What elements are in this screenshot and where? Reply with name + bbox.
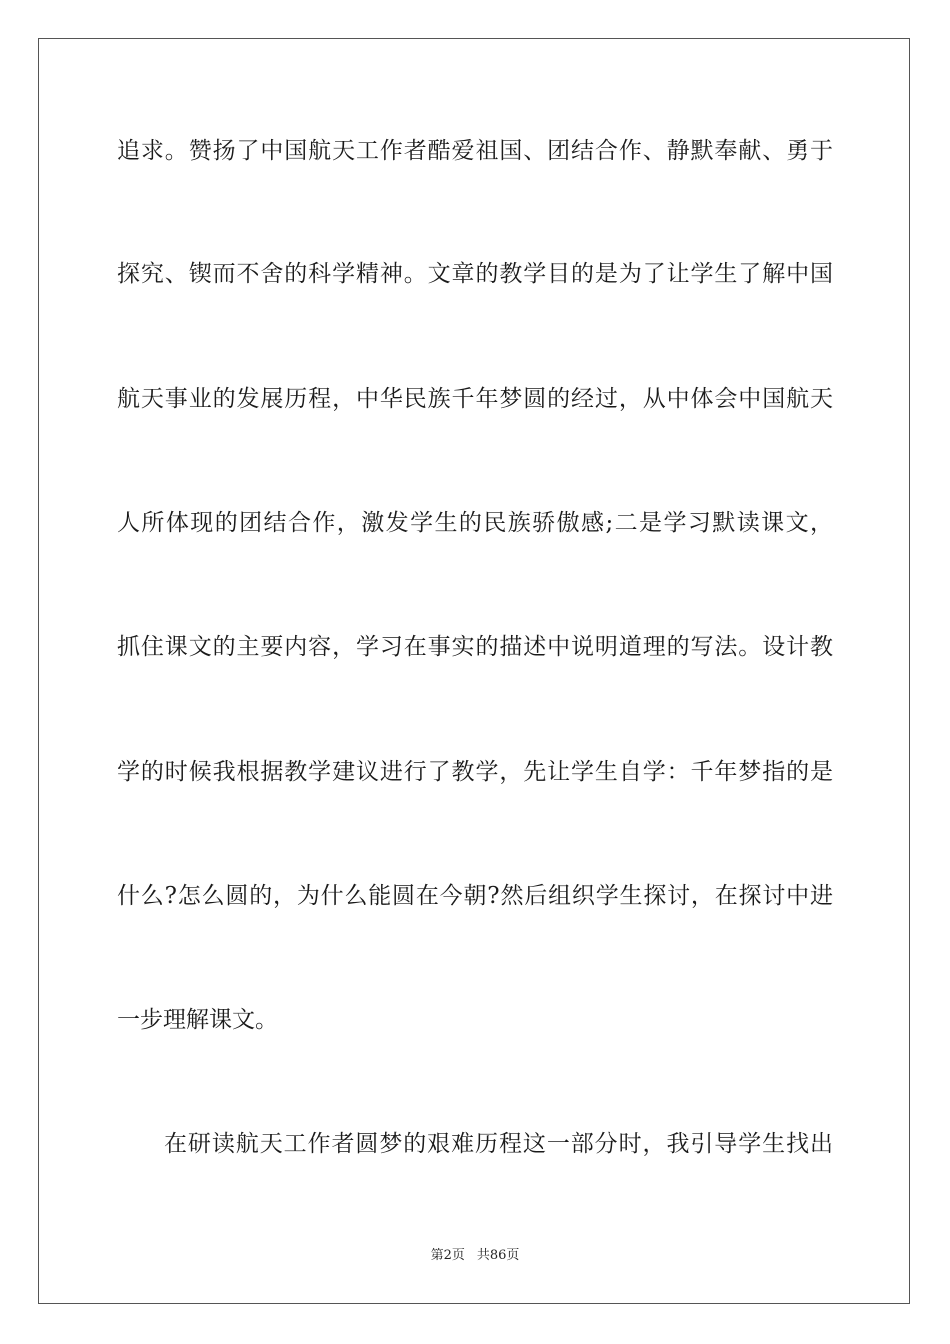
page-number: 第2页	[430, 1248, 465, 1263]
page-footer	[0, 1247, 950, 1265]
page-border	[38, 38, 910, 1304]
page-total: 共86页	[476, 1248, 520, 1263]
text-line: 一步理解课文。	[117, 1007, 278, 1033]
text-line: 航天事业的发展历程，中华民族千年梦圆的经过，从中体会中国航天	[117, 386, 833, 412]
text-line: 人所体现的团结合作，激发学生的民族骄傲感;二是学习默读课文，	[117, 510, 833, 536]
text-line: 探究、锲而不舍的科学精神。文章的教学目的是为了让学生了解中国	[117, 261, 833, 287]
text-line: 在研读航天工作者圆梦的艰难历程这一部分时，我引导学生找出	[164, 1131, 833, 1157]
text-line: 什么?怎么圆的，为什么能圆在今朝?然后组织学生探讨，在探讨中进	[117, 883, 833, 909]
text-line: 追求。赞扬了中国航天工作者酷爱祖国、团结合作、静默奉献、勇于	[117, 138, 833, 164]
text-line: 抓住课文的主要内容，学习在事实的描述中说明道理的写法。设计教	[117, 634, 833, 660]
text-line: 学的时候我根据教学建议进行了教学，先让学生自学：千年梦指的是	[117, 759, 833, 785]
